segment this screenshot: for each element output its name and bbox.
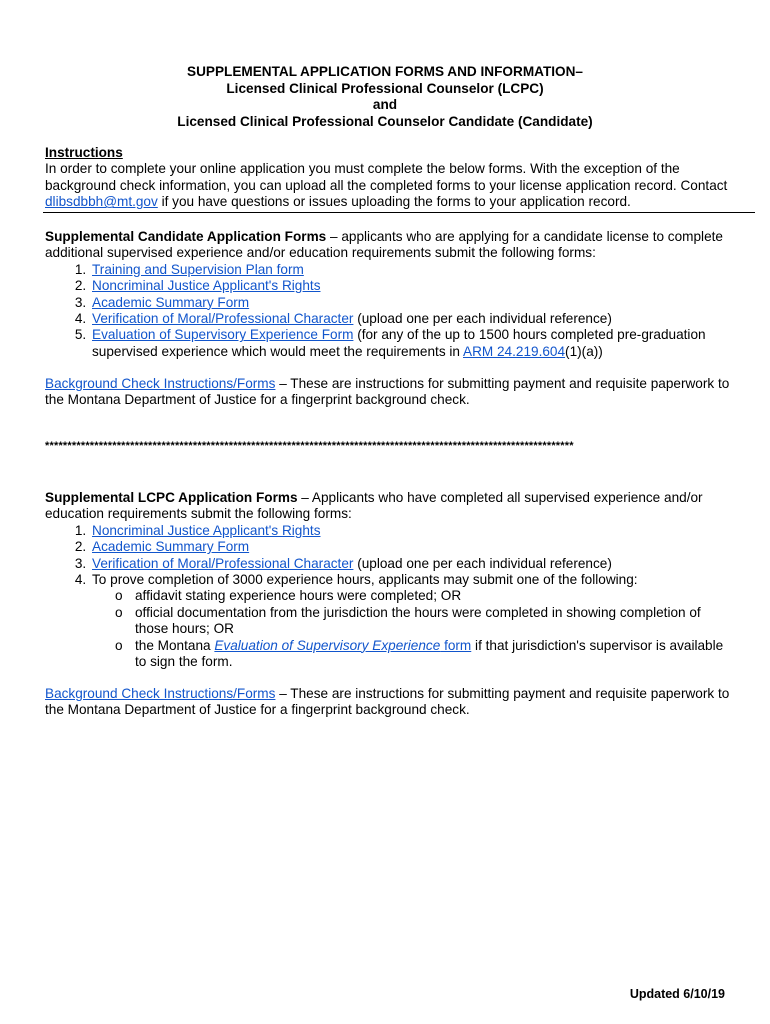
contact-email-link[interactable]: dlibsdbbh@mt.gov (45, 194, 158, 210)
list-item (135, 638, 735, 671)
moral-character-link[interactable]: Verification of Moral/Professional Character (92, 311, 354, 327)
list-item (90, 523, 735, 539)
lcpc-intro (45, 490, 735, 523)
academic-summary-link[interactable]: Academic Summary Form (92, 539, 250, 555)
title-line-3: and (372, 97, 398, 113)
candidate-background-check (45, 376, 735, 409)
background-check-link[interactable]: Background Check Instructions/Forms (45, 686, 276, 701)
evaluation-form-link[interactable] (214, 638, 471, 653)
list-item-note-end: (1)(a)) (565, 343, 603, 359)
experience-hours-text: To prove completion of 3000 experience hours, applicants may submit one of the following: (92, 572, 638, 588)
lcpc-section (45, 490, 735, 670)
asterisk-separator: ********************************************************************************************************************** (45, 440, 574, 452)
academic-summary-link[interactable]: Academic Summary Form (92, 294, 250, 310)
list-item-note: (upload one per each individual reference) (353, 311, 612, 327)
list-item (90, 278, 735, 294)
candidate-forms-list (45, 262, 735, 360)
list-item (90, 262, 735, 278)
section-divider (43, 212, 755, 213)
noncriminal-rights-link[interactable]: Noncriminal Justice Applicant's Rights (92, 522, 321, 538)
evaluation-form-link-plain: form (440, 637, 472, 653)
list-item (90, 572, 735, 588)
lcpc-heading: Supplemental LCPC Application Forms (45, 490, 298, 505)
candidate-intro (45, 229, 735, 262)
supervisory-experience-link[interactable]: Evaluation of Supervisory Experience Form (92, 327, 354, 343)
title-line-1: SUPPLEMENTAL APPLICATION FORMS AND INFORMATION– (187, 64, 583, 79)
background-check-text: – These are instructions for submitting payment and requisite paperwork to the Montana Department of Justice for a fingerprint background check. (45, 376, 730, 408)
background-check-text: – These are instructions for submitting payment and requisite paperwork to the Montana Department of Justice for a fingerprint background check. (45, 686, 730, 718)
document-title (0, 64, 770, 130)
candidate-heading: Supplemental Candidate Application Forms (45, 229, 327, 244)
list-item (90, 295, 735, 311)
moral-character-link[interactable]: Verification of Moral/Professional Character (92, 555, 354, 571)
arm-rule-link[interactable]: ARM 24.219.604 (463, 343, 566, 359)
lcpc-forms-list (45, 523, 735, 589)
list-item (90, 556, 735, 572)
training-supervision-plan-link[interactable]: Training and Supervision Plan form (92, 261, 304, 277)
background-check-link[interactable]: Background Check Instructions/Forms (45, 376, 276, 391)
experience-proof-list (45, 588, 735, 670)
list-item (90, 539, 735, 555)
lcpc-background-check (45, 686, 735, 719)
candidate-intro-text: – applicants who are applying for a candidate license to complete additional supervised experience and/or education requirements submit the following forms: (45, 229, 723, 261)
list-item-note: (for any of the up to 1500 hours completed pre-graduation supervised experience which would meet the requirements in (92, 327, 706, 359)
instructions-text (45, 161, 735, 210)
list-item (90, 327, 735, 360)
instructions-text-a: In order to complete your online application you must complete the below forms. With the exception of the background check information, you can upload all the completed forms to your license application record. Contact (45, 161, 728, 193)
evaluation-form-link-italic: Evaluation of Supervisory Experience (214, 637, 441, 653)
instructions-section (45, 145, 735, 211)
list-item: o official documentation from the jurisdiction the hours were completed in showing completion of those hours; OR (135, 605, 735, 638)
title-line-4: Licensed Clinical Professional Counselor Candidate (Candidate) (177, 113, 593, 129)
list-item: o affidavit stating experience hours were completed; OR (135, 588, 735, 604)
subitem-before: the Montana (135, 637, 215, 653)
subitem-after: if that jurisdiction's supervisor is available to sign the form. (135, 637, 724, 670)
noncriminal-rights-link[interactable]: Noncriminal Justice Applicant's Rights (92, 278, 321, 294)
instructions-text-b: if you have questions or issues uploading the forms to your application record. (157, 194, 631, 210)
updated-date: Updated 6/10/19 (629, 987, 725, 1001)
title-line-2: Licensed Clinical Professional Counselor (LCPC) (226, 80, 544, 96)
instructions-heading: Instructions (45, 145, 123, 160)
lcpc-intro-text: – Applicants who have completed all supervised experience and/or education requirements submit the following forms: (45, 490, 703, 522)
list-item-note: (upload one per each individual reference) (353, 555, 612, 571)
candidate-section (45, 229, 735, 360)
list-item (90, 311, 735, 327)
